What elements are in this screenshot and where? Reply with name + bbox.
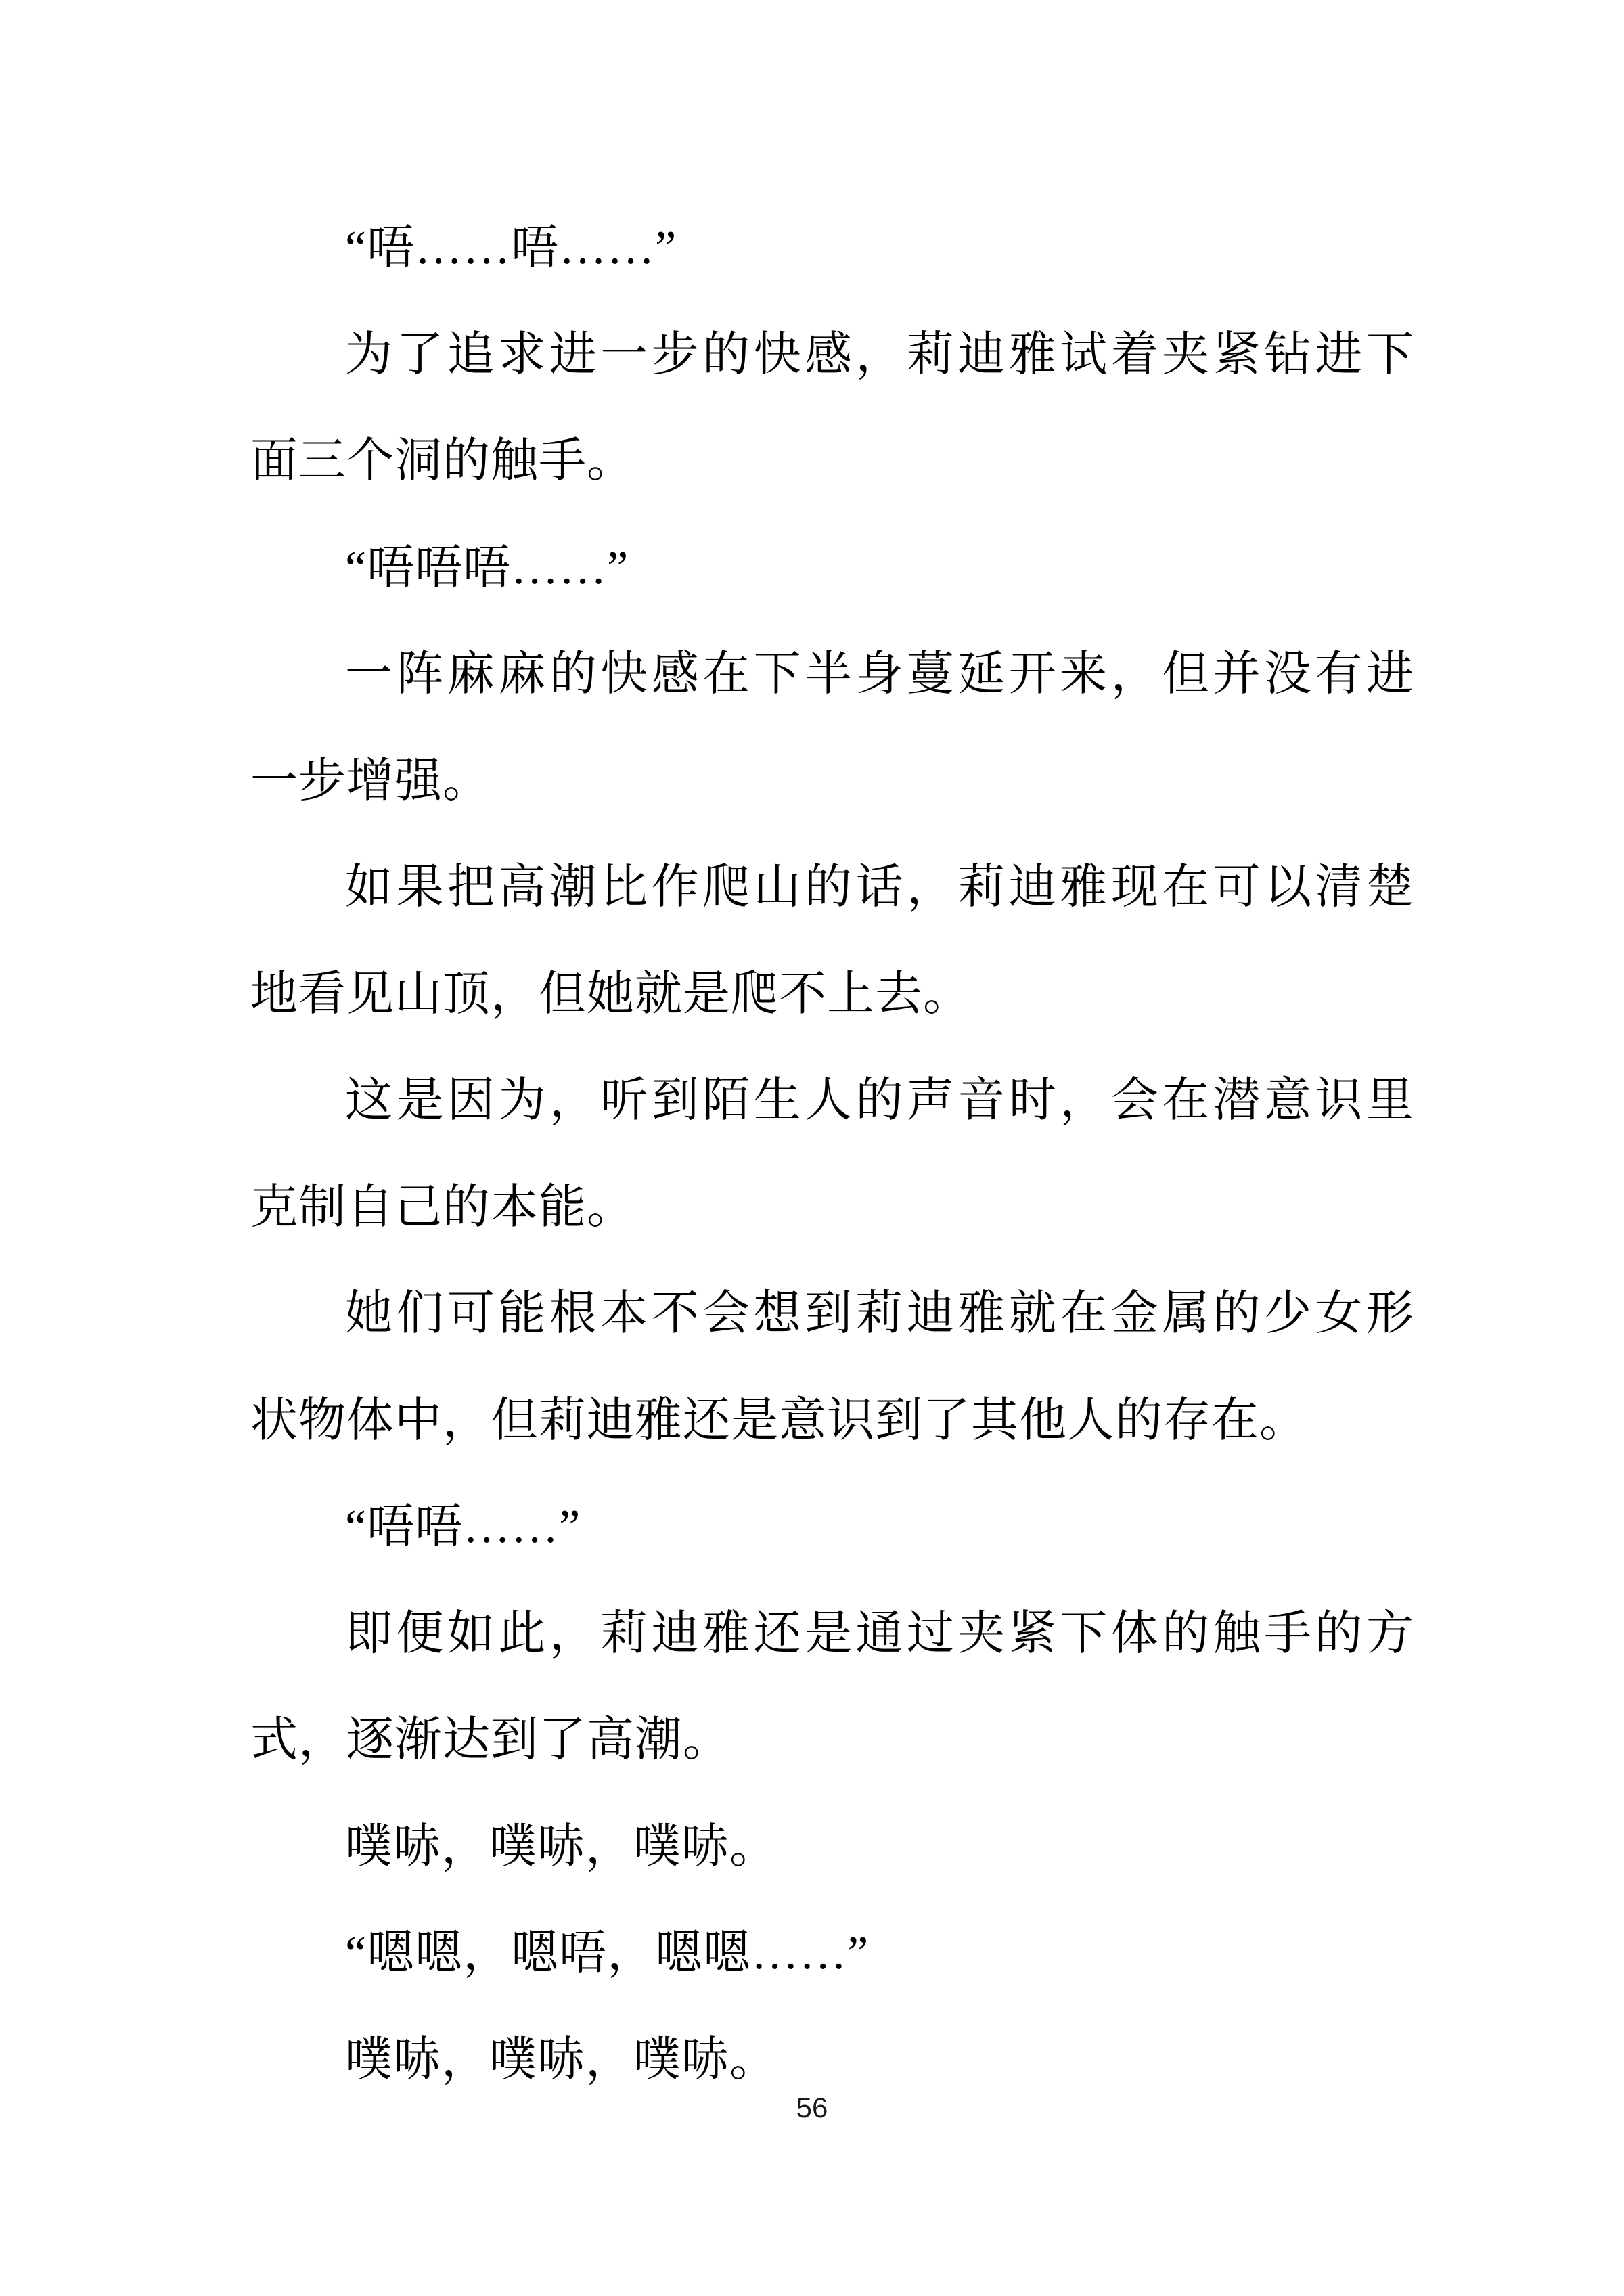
text-line: 一阵麻麻的快感在下半身蔓延开来，但并没有进 <box>345 648 1414 700</box>
page-number: 56 <box>796 2092 828 2123</box>
text-line: 这是因为，听到陌生人的声音时，会在潜意识里 <box>345 1075 1414 1127</box>
text-line: 一步增强。 <box>250 755 491 807</box>
body-text <box>250 195 1414 2113</box>
text-line: “唔……唔……” <box>345 222 677 274</box>
text-line: 噗哧，噗哧，噗哧。 <box>345 1820 777 1873</box>
text-line: “唔唔唔……” <box>345 541 629 594</box>
text-line: “唔唔……” <box>345 1501 581 1553</box>
text-line: 她们可能根本不会想到莉迪雅就在金属的少女形 <box>345 1288 1414 1340</box>
text-line: 如果把高潮比作爬山的话，莉迪雅现在可以清楚 <box>345 861 1414 914</box>
text-line: “嗯嗯，嗯唔，嗯嗯……” <box>345 1927 870 1979</box>
page-footer <box>0 2088 1624 2128</box>
text-line: 克制自己的本能。 <box>250 1181 635 1234</box>
text-line: 状物体中，但莉迪雅还是意识到了其他人的存在。 <box>250 1394 1307 1447</box>
text-line: 为了追求进一步的快感，莉迪雅试着夹紧钻进下 <box>345 328 1414 381</box>
text-line: 即便如此，莉迪雅还是通过夹紧下体的触手的方 <box>345 1607 1414 1660</box>
text-line: 地看见山顶，但她就是爬不上去。 <box>250 968 971 1020</box>
text-line: 噗哧，噗哧，噗哧。 <box>345 2033 777 2086</box>
text-line: 式，逐渐达到了高潮。 <box>250 1714 731 1766</box>
text-line: 面三个洞的触手。 <box>250 435 635 487</box>
